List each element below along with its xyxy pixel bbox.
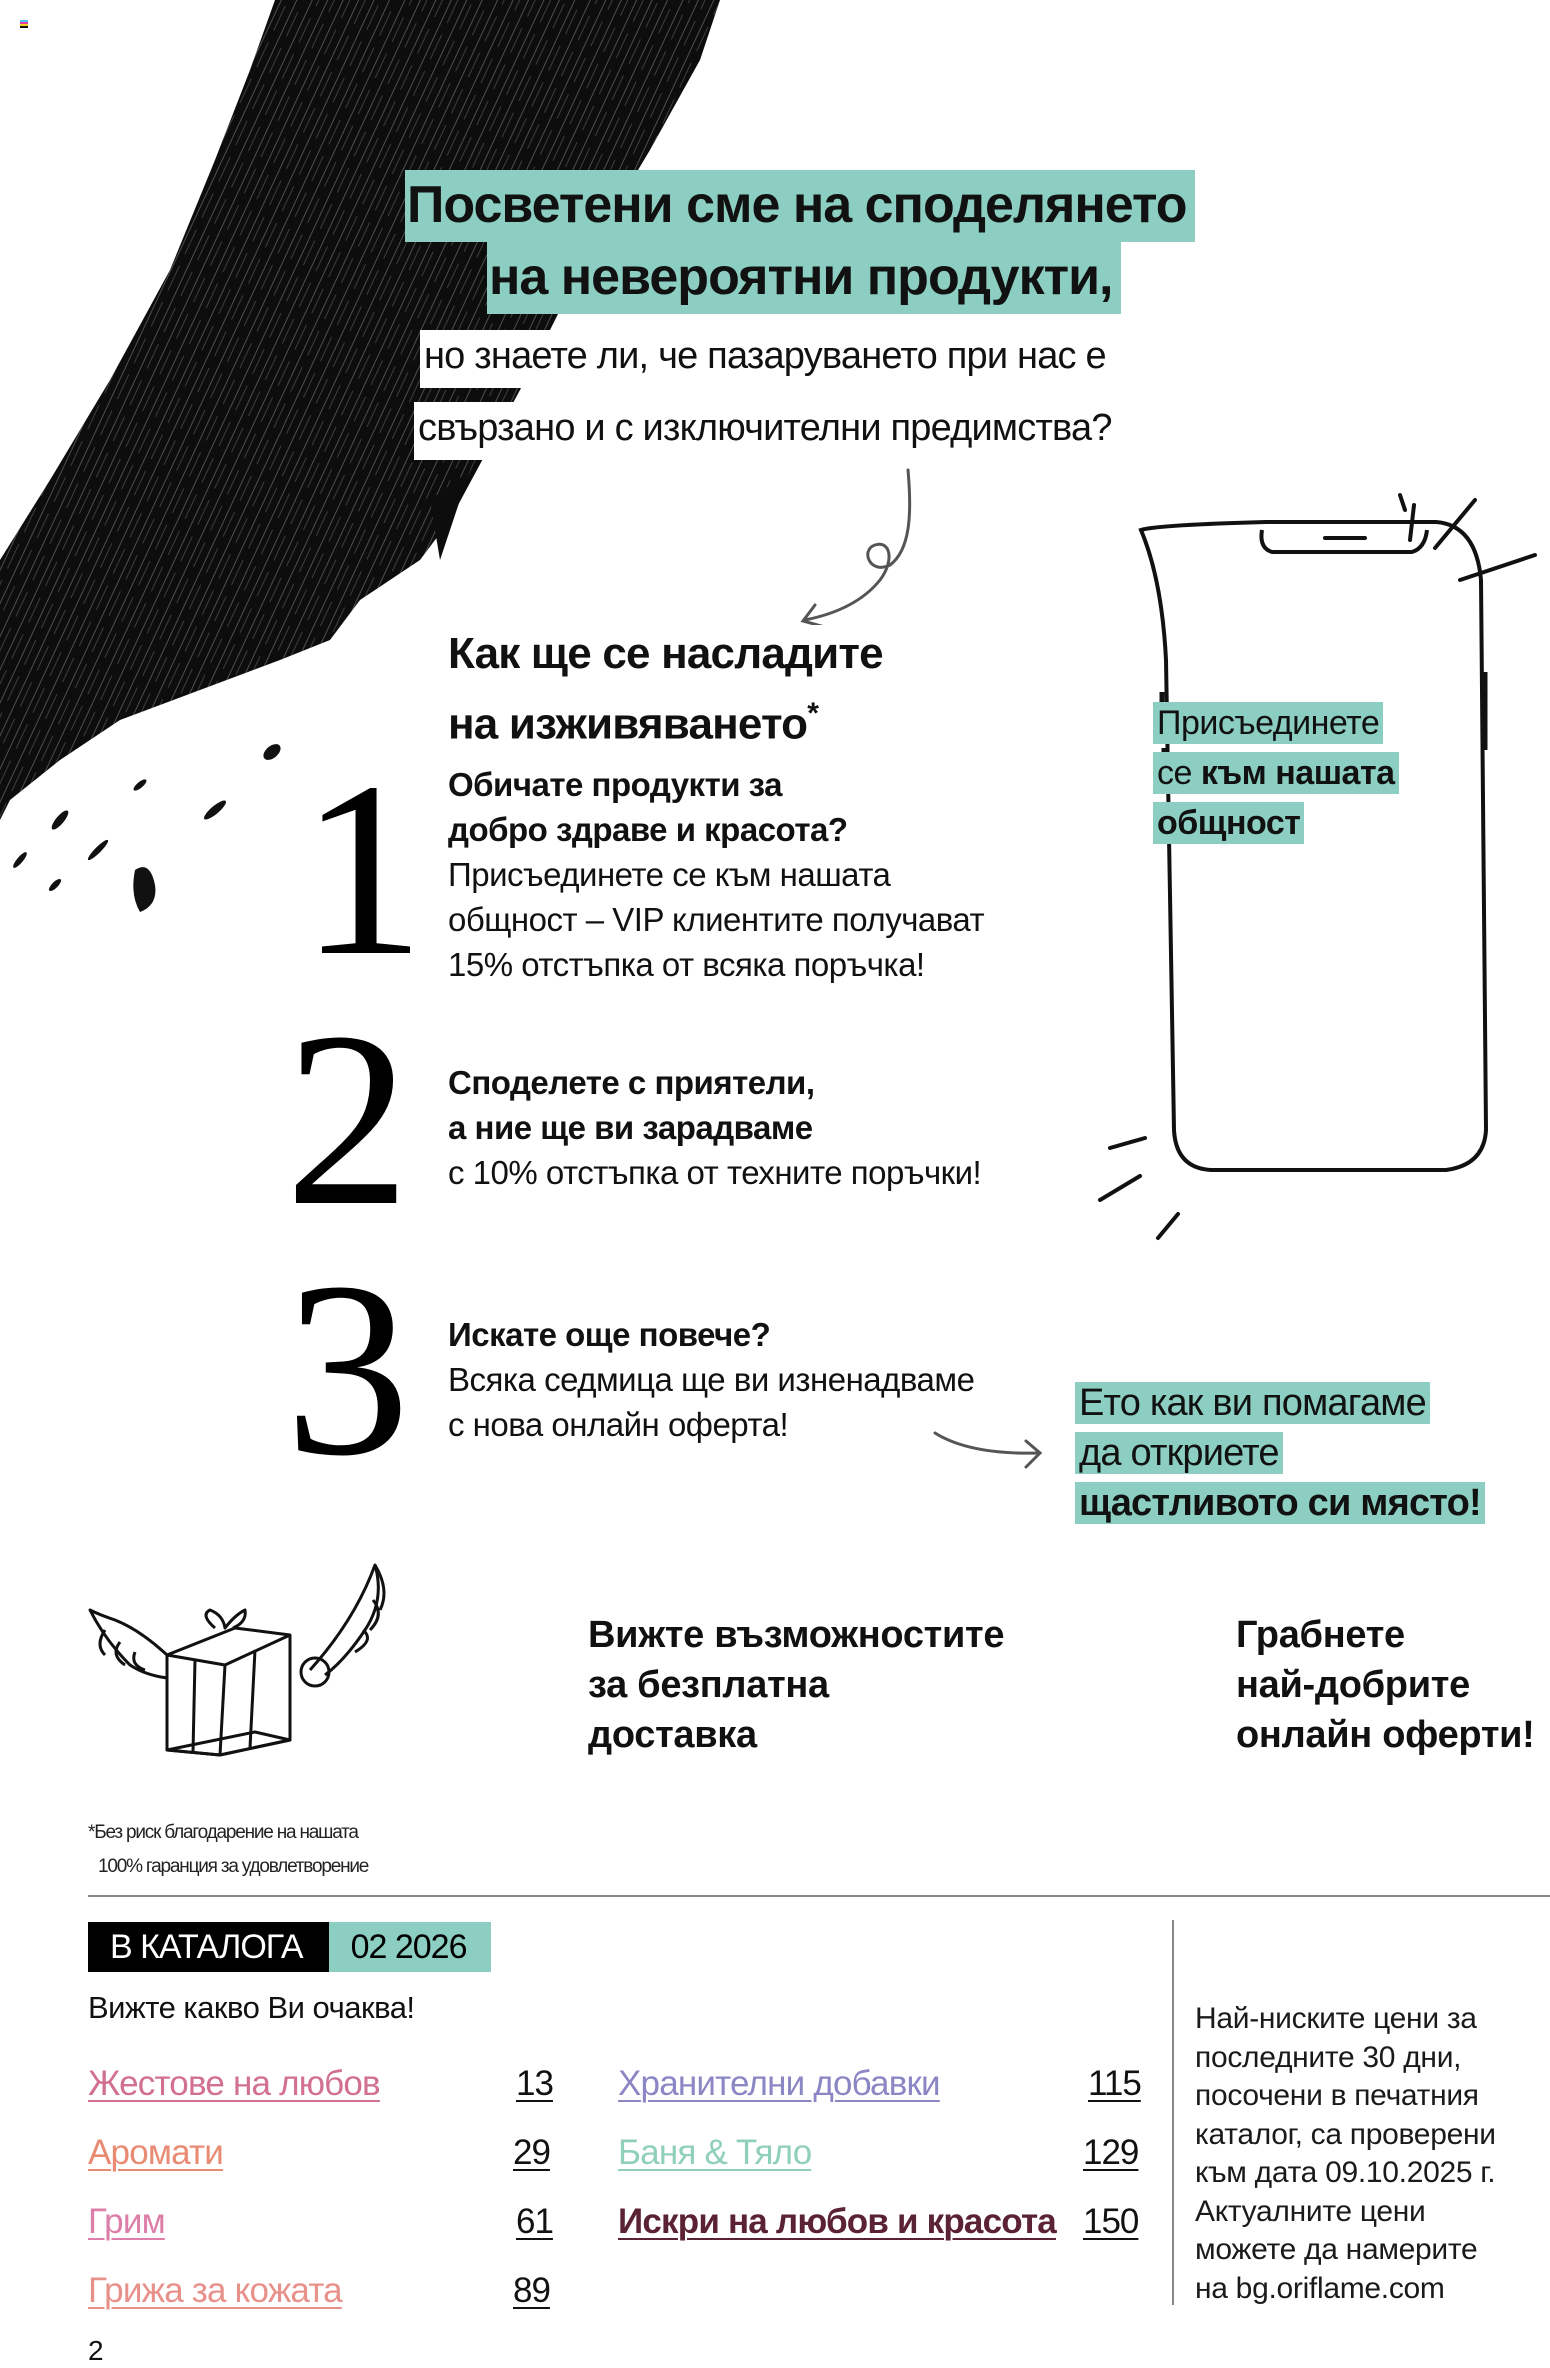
price-note-line: посочени в печатния: [1195, 2079, 1479, 2112]
section-title-line-2: на изживяването: [448, 699, 808, 749]
step-3-text: Всяка седмица ще ви изненадваме: [448, 1361, 975, 1398]
step-1-title: Обичате продукти за: [448, 766, 783, 803]
price-note-line: към дата 09.10.2025 г.: [1195, 2156, 1496, 2189]
price-note-line: последните 30 дни,: [1195, 2040, 1462, 2074]
step-3-text: с нова онлайн оферта!: [448, 1406, 789, 1443]
price-note-line: Най-ниските цени за: [1195, 2002, 1477, 2035]
divider-vertical: [1172, 1920, 1174, 2305]
toc-page[interactable]: 129: [1083, 2133, 1139, 2172]
toc-link-skincare[interactable]: Грижа за кожата: [88, 2271, 342, 2310]
feature-line: за безплатна: [588, 1664, 829, 1706]
toc-page[interactable]: 115: [1088, 2064, 1141, 2103]
headline-line-1: Посветени сме на споделянето: [405, 170, 1195, 242]
feature-free-delivery[interactable]: [588, 1610, 1004, 1760]
catalog-subtitle: Вижте какво Ви очаква!: [88, 1990, 415, 2025]
toc-page[interactable]: 89: [513, 2271, 550, 2310]
feature-line: онлайн оферти!: [1236, 1714, 1535, 1756]
catalog-issue: 02 2026: [329, 1922, 491, 1972]
price-disclaimer: [1195, 2000, 1496, 2308]
price-note-line: каталог, са проверени: [1195, 2117, 1496, 2151]
step-number-2: 2: [285, 981, 410, 1258]
toc-link-sparks-of-love[interactable]: Искри на любов и красота: [618, 2202, 1056, 2241]
step-2: [448, 1060, 981, 1195]
toc-page[interactable]: 150: [1083, 2202, 1139, 2241]
toc-page[interactable]: 61: [516, 2202, 553, 2241]
help-note-line-1: Ето как ви помагаме: [1075, 1382, 1430, 1424]
arrow-right-icon: [930, 1425, 1050, 1475]
toc-page[interactable]: 13: [516, 2064, 553, 2103]
step-3: [448, 1312, 974, 1447]
step-3-title: Искате още повече?: [448, 1316, 771, 1353]
help-note-line-3: щастливото си място!: [1075, 1482, 1485, 1524]
asterisk: *: [807, 697, 819, 730]
step-number-3: 3: [285, 1231, 410, 1508]
toc-link-gestures-of-love[interactable]: Жестове на любов: [88, 2064, 380, 2103]
catalog-badge: [88, 1922, 491, 1972]
phone-note-line-1: Присъединете: [1153, 702, 1383, 744]
subheadline-line-2: свързано и с изключителни предимства?: [414, 402, 1118, 460]
section-title-line-1: Как ще се насладите: [448, 629, 883, 678]
phone-note-line-3: общност: [1157, 804, 1301, 842]
page-number: 2: [88, 2335, 104, 2366]
footnote-line-1: *Без риск благодарение на нашата: [88, 1822, 358, 1843]
footnote: [88, 1816, 368, 1884]
headline: [405, 170, 1195, 314]
catalog-badge-label: В КАТАЛОГА: [88, 1922, 329, 1972]
feature-line: доставка: [588, 1714, 757, 1756]
step-1-text: Присъединете се към нашата: [448, 856, 891, 893]
flying-gift-box-icon: [85, 1560, 395, 1770]
phone-screen-note: [1153, 702, 1399, 852]
price-note-line: можете да намерите: [1195, 2233, 1478, 2266]
toc-link-makeup[interactable]: Грим: [88, 2202, 165, 2241]
feature-online-offers[interactable]: [1236, 1610, 1535, 1760]
divider-horizontal: [88, 1895, 1550, 1897]
feature-line: най-добрите: [1236, 1664, 1470, 1706]
price-note-line: на bg.oriflame.com: [1195, 2271, 1445, 2305]
step-1: [448, 762, 984, 987]
step-2-title: Споделете с приятели,: [448, 1064, 815, 1101]
feature-line: Грабнете: [1236, 1614, 1405, 1656]
footnote-line-2: 100% гаранция за удовлетворение: [98, 1856, 369, 1877]
phone-note-line-2: се: [1157, 754, 1201, 792]
step-2-title: а ние ще ви зарадваме: [448, 1109, 813, 1146]
subheadline-line-1: но знаете ли, че пазаруването при нас е: [420, 330, 1112, 388]
toc-page[interactable]: 29: [513, 2133, 550, 2172]
step-1-title: добро здраве и красота?: [448, 811, 848, 848]
phone-note-line-2-bold: към нашата: [1200, 754, 1395, 792]
step-1-text: общност – VIP клиентите получават: [448, 901, 985, 938]
help-note: [1075, 1382, 1485, 1532]
help-note-line-2: да откриете: [1075, 1432, 1283, 1474]
curly-arrow-icon: [790, 465, 930, 625]
subheadline: [420, 330, 1118, 474]
step-1-text: 15% отстъпка от всяка поръчка!: [448, 946, 925, 983]
section-title: [448, 624, 883, 755]
feature-line: Вижте възможностите: [588, 1614, 1005, 1656]
toc-link-fragrances[interactable]: Аромати: [88, 2133, 224, 2172]
toc-link-bath-body[interactable]: Баня & Тяло: [618, 2133, 812, 2172]
step-2-text: с 10% отстъпка от техните поръчки!: [448, 1154, 982, 1191]
toc-link-supplements[interactable]: Хранителни добавки: [618, 2064, 940, 2103]
step-number-1: 1: [300, 731, 425, 1008]
headline-line-2: на невероятни продукти,: [487, 242, 1121, 314]
price-note-line: Актуалните цени: [1195, 2194, 1426, 2228]
